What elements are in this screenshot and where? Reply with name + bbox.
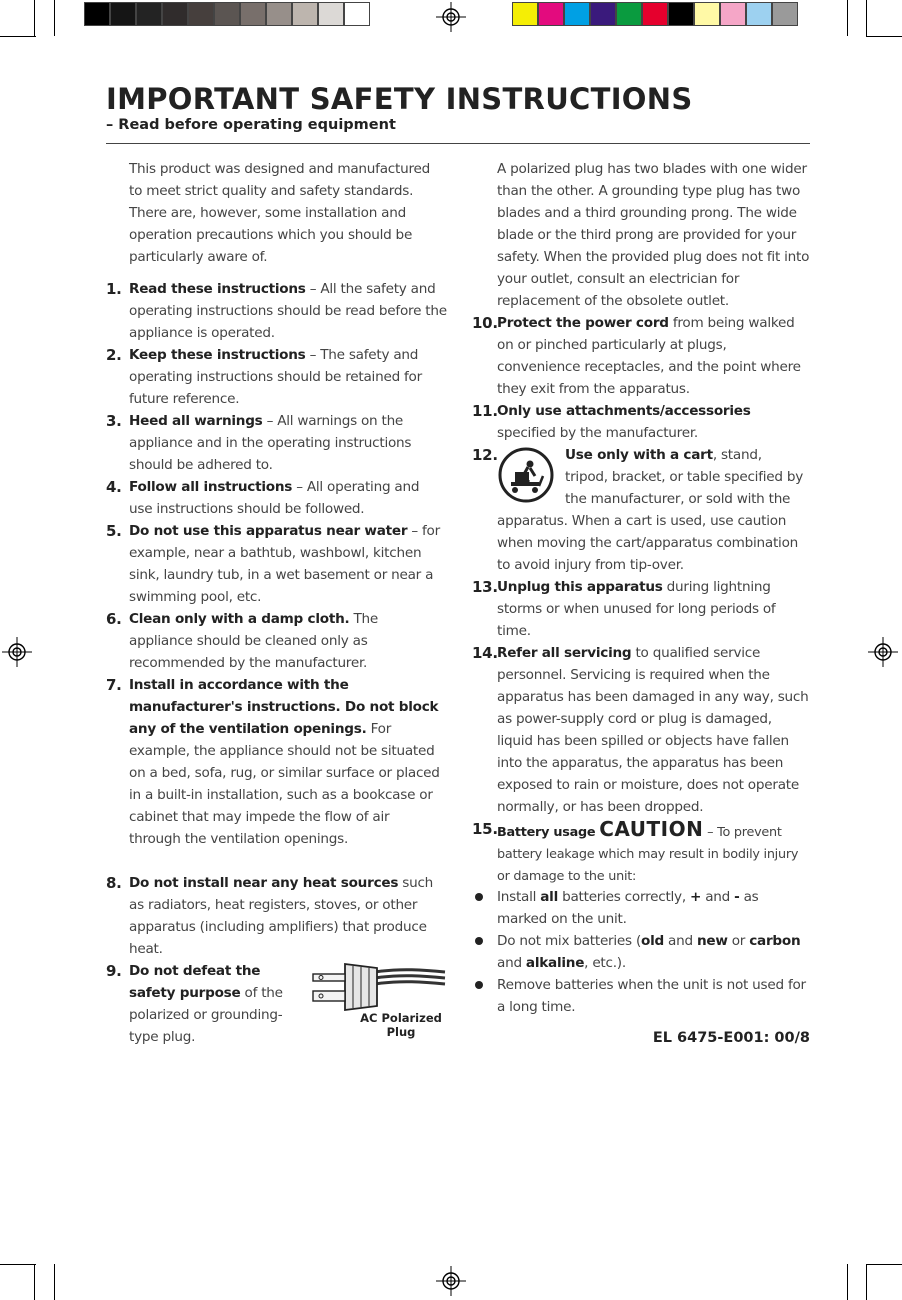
item-heading: Do not defeat the safety purpose: [129, 963, 261, 1001]
color-swatch: [590, 2, 616, 26]
color-swatch: [240, 2, 266, 26]
color-swatch: [720, 2, 746, 26]
item-heading: Read these instructions: [129, 281, 306, 297]
color-swatch: [110, 2, 136, 26]
plug-caption: [355, 1011, 447, 1039]
crop-mark: [866, 0, 867, 36]
color-swatch: [162, 2, 188, 26]
registration-mark-icon: [2, 637, 32, 667]
item-heading: Refer all servicing: [497, 645, 632, 661]
item-number: 7.: [106, 676, 122, 694]
document-code: EL 6475-E001: 00/8: [652, 1030, 810, 1046]
item-text: The appliance should be cleaned only as recommended by the manufacturer.: [129, 611, 379, 671]
item-heading: Only use attachments/accessories: [497, 403, 751, 419]
color-swatch: [292, 2, 318, 26]
item-text: – All the safety and operating instructions should be read before the appliance is operated.: [129, 281, 447, 341]
crop-mark: [847, 0, 848, 36]
item-heading: Clean only with a damp cloth.: [129, 611, 350, 627]
color-swatch: [538, 2, 564, 26]
item-text: of the polarized or grounding-type plug.: [129, 985, 283, 1045]
crop-mark: [866, 36, 902, 37]
item-heading: Follow all instructions: [129, 479, 293, 495]
item-text: during lightning storms or when unused for long periods of time.: [497, 579, 776, 639]
item-text: such as radiators, heat registers, stoves, or other apparatus (including amplifiers) that produce heat.: [129, 875, 434, 957]
intro-paragraph: This product was designed and manufactured to meet strict quality and safety standards. There are, however, some installation and operation precautions which you should be particularly aware of.: [129, 161, 430, 265]
item-number: 8.: [106, 874, 122, 892]
bullet-dot: [475, 937, 483, 945]
item-text: – To prevent battery leakage which may result in bodily injury or damage to the unit:: [497, 825, 799, 884]
item-heading: Battery usage: [497, 825, 596, 840]
item-text: – All operating and use instructions should be followed.: [129, 479, 420, 517]
crop-mark: [54, 0, 55, 36]
item-heading: Do not install near any heat sources: [129, 875, 399, 891]
crop-mark: [0, 36, 36, 37]
page-title: IMPORTANT SAFETY INSTRUCTIONS: [106, 82, 693, 116]
color-swatch: [214, 2, 240, 26]
item-heading: Use only with a cart: [565, 447, 713, 463]
page-subtitle: – Read before operating equipment: [106, 117, 396, 133]
item-number: 13.: [472, 578, 498, 596]
color-swatch: [694, 2, 720, 26]
header-rule: [106, 143, 810, 144]
bullet-dot: [475, 981, 483, 989]
color-swatch: [668, 2, 694, 26]
crop-mark: [34, 0, 35, 36]
color-swatch: [188, 2, 214, 26]
item-number: 3.: [106, 412, 122, 430]
registration-mark-icon: [868, 637, 898, 667]
item-heading: Keep these instructions: [129, 347, 306, 363]
caution-label: CAUTION: [599, 817, 704, 841]
crop-mark: [847, 1264, 848, 1300]
item-text: – All warnings on the appliance and in the operating instructions should be adhered to.: [129, 413, 412, 473]
bullet-dot: [475, 893, 483, 901]
item-heading: Unplug this apparatus: [497, 579, 663, 595]
color-swatch: [616, 2, 642, 26]
crop-mark: [866, 1264, 902, 1265]
item-number: 15.: [472, 820, 498, 838]
crop-mark: [54, 1264, 55, 1300]
instruction-item: [472, 444, 812, 578]
plug-caption-line: Plug: [386, 1025, 416, 1039]
item-heading: Heed all warnings: [129, 413, 263, 429]
color-swatch: [344, 2, 370, 26]
crop-mark: [0, 1264, 36, 1265]
item-number: 14.: [472, 644, 498, 662]
registration-mark-icon: [436, 1266, 466, 1296]
item-text: specified by the manufacturer.: [497, 425, 698, 441]
color-swatch: [746, 2, 772, 26]
item-number: 1.: [106, 280, 122, 298]
cart-tip-over-warning-icon: [497, 446, 555, 504]
item-number: 2.: [106, 346, 122, 364]
item-number: 11.: [472, 402, 498, 420]
color-swatch: [772, 2, 798, 26]
item-number: 12.: [472, 446, 498, 464]
color-swatch: [564, 2, 590, 26]
color-swatch: [318, 2, 344, 26]
registration-mark-icon: [436, 2, 466, 32]
item-text: – The safety and operating instructions should be retained for future reference.: [129, 347, 422, 407]
plug-caption-line: AC Polarized: [360, 1011, 442, 1025]
color-swatch: [266, 2, 292, 26]
crop-mark: [34, 1264, 35, 1300]
item-number: 9.: [106, 962, 122, 980]
item-number: 6.: [106, 610, 122, 628]
color-swatch: [512, 2, 538, 26]
color-swatch: [136, 2, 162, 26]
item-continued-text: A polarized plug has two blades with one wider than the other. A grounding type plug has two blades and a third grounding prong. The wide blade or the third prong are provided for your safety. When the provided plug does not fit into your outlet, consult an electrician for replacement of the obsolete outlet.: [497, 161, 810, 309]
item-number: 4.: [106, 478, 122, 496]
item-text: – for example, near a bathtub, washbowl, kitchen sink, laundry tub, in a wet basement or near a swimming pool, etc.: [129, 523, 440, 605]
item-text: from being walked on or pinched particularly at plugs, convenience receptacles, and the point where they exit from the apparatus.: [497, 315, 801, 397]
crop-mark: [866, 1264, 867, 1300]
item-number: 5.: [106, 522, 122, 540]
item-heading: Protect the power cord: [497, 315, 669, 331]
item-heading: Do not use this apparatus near water: [129, 523, 408, 539]
color-swatch: [84, 2, 110, 26]
item-heading: Install in accordance with the manufacturer's instructions. Do not block any of the ventilation openings.: [129, 677, 439, 737]
item-text: to qualified service personnel. Servicing is required when the apparatus has been damaged in any way, such as power-supply cord or plug is damaged, liquid has been spilled or objects have fallen into the apparatus, the apparatus has been exposed to rain or moisture, does not operate normally, or has been dropped.: [497, 645, 809, 815]
item-number: 10.: [472, 314, 498, 332]
item-text: For example, the appliance should not be situated on a bed, sofa, rug, or similar surface or placed in a built-in installation, such as a bookcase or cabinet that may impede the flow of air through the ventilation openings.: [129, 721, 440, 847]
item-text: , stand, tripod, bracket, or table specified by the manufacturer, or sold with the apparatus. When a cart is used, use caution when moving the cart/apparatus combination to avoid injury from tip-over.: [497, 447, 804, 573]
color-swatch: [642, 2, 668, 26]
